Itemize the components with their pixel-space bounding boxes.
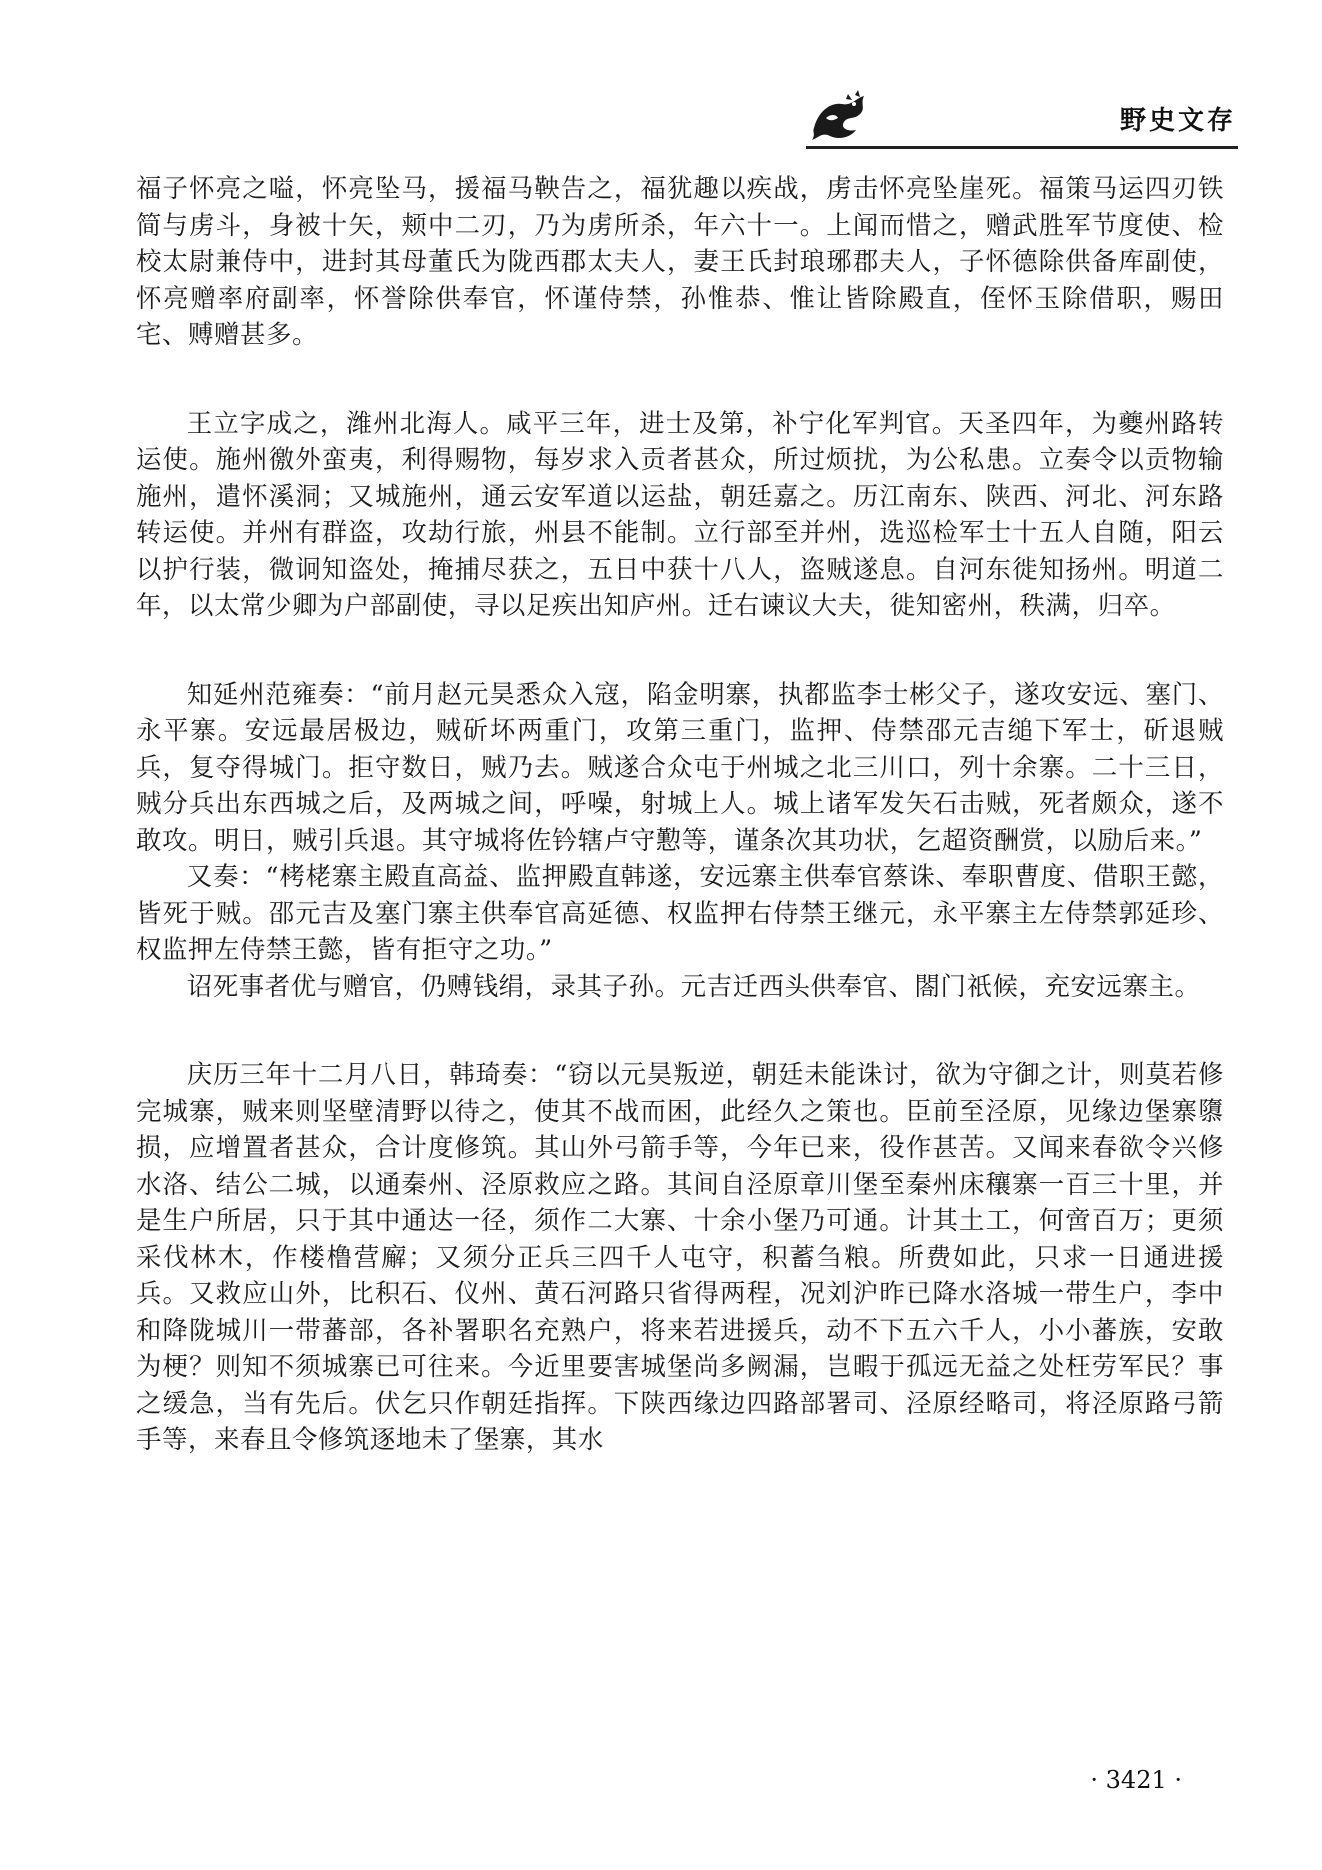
- paragraph: 知延州范雍奏：“前月赵元昊悉众入寇，陷金明寨，执都监李士彬父子，遂攻安远、塞门、永平寨。安远最居极边，贼斫坏两重门，攻第三重门，监押、侍禁邵元吉缒下军士，斫退贼兵，复夺得城门。拒守数日，贼乃去。贼遂合众屯于州城之北三川口，列十余寨。二十三日，贼分兵出东西城之后，及两城之间，呼噪，射城上人。城上诸军发矢石击贼，死者颇众，遂不敢攻。明日，贼引兵退。其守城将佐钤辖卢守懃等，谨条次其功状，乞超资酬赏，以励后来。”: [136, 678, 1224, 855]
- header-rule: [806, 146, 1238, 149]
- dragon-icon: [808, 88, 872, 144]
- series-title: 野史文存: [1119, 106, 1236, 136]
- paragraph: 又奏：“栲栳寨主殿直高益、监押殿直韩遂，安远寨主供奉官蔡诛、奉职曹度、借职王懿，皆死于贼。邵元吉及塞门寨主供奉官高延德、权监押右侍禁王继元，永平寨主左侍禁郭延珍、权监押左侍禁王懿，皆有拒守之功。”: [136, 861, 1224, 964]
- page-header: [0, 0, 1322, 160]
- paragraph: 王立字成之，潍州北海人。咸平三年，进士及第，补宁化军判官。天圣四年，为夔州路转运使。施州徼外蛮夷，利得赐物，每岁求入贡者甚众，所过烦扰，为公私患。立奏令以贡物输施州，遣怀溪洞；又城施州，通云安军道以运盐，朝廷嘉之。历江南东、陕西、河北、河东路转运使。并州有群盗，攻劫行旅，州县不能制。立行部至并州，选巡检军士十五人自随，阳云以护行装，微诇知盗处，掩捕尽获之，五日中获十八人，盗贼遂息。自河东徙知扬州。明道二年，以太常少卿为户部副使，寻以足疾出知庐州。迁右谏议大夫，徙知密州，秩满，归卒。: [136, 407, 1224, 620]
- paragraph: 福子怀亮之嗌，怀亮坠马，援福马鞅告之，福犹趣以疾战，虏击怀亮坠崖死。福策马运四刃铁简与虏斗，身被十矢，颊中二刃，乃为虏所杀，年六十一。上闻而惜之，赠武胜军节度使、检校太尉兼侍中，进封其母董氏为陇西郡太夫人，妻王氏封琅琊郡夫人，子怀德除供备库副使，怀亮赠率府副率，怀誉除供奉官，怀谨侍禁，孙惟恭、惟让皆除殿直，侄怀玉除借职，赐田宅、赙赠甚多。: [136, 173, 1224, 349]
- paragraph: 诏死事者优与赠官，仍赙钱绢，录其子孙。元吉迁西头供奉官、閤门祇候，充安远寨主。: [186, 970, 1201, 1001]
- page-number: · 3421 ·: [1090, 1766, 1182, 1794]
- paragraph: 庆历三年十二月八日，韩琦奏：“窃以元昊叛逆，朝廷未能诛讨，欲为守御之计，则莫若修完城寨，贼来则坚壁清野以待之，使其不战而困，此经久之策也。臣前至泾原，见缘边堡寨隳损，应增置者甚众，合计度修筑。其山外弓箭手等，今年已来，役作甚苦。又闻来春欲令兴修水洛、结公二城，以通秦州、泾原救应之路。其间自泾原章川堡至秦州床穰寨一百三十里，并是生户所居，只于其中通达一径，须作二大寨、十余小堡乃可通。计其土工，何啻百万；更须采伐林木，作楼橹营廨；又须分正兵三四千人屯守，积蓄刍粮。所费如此，只求一日通进援兵。又救应山外，比积石、仪州、黄石河路只省得两程，况刘沪昨已降水洛城一带生户，李中和降陇城川一带蕃部，各补署职名充熟户，将来若进援兵，动不下五六千人，小小蕃族，安敢为梗？则知不须城寨已可往来。今近里要害城堡尚多阙漏，岂暇于孤远无益之处枉劳军民？事之缓急，当有先后。伏乞只作朝廷指挥。下陕西缘边四路部署司、泾原经略司，将泾原路弓箭手等，来春且令修筑逐地未了堡寨，其水: [136, 1059, 1224, 1454]
- body-text: [136, 170, 1224, 1458]
